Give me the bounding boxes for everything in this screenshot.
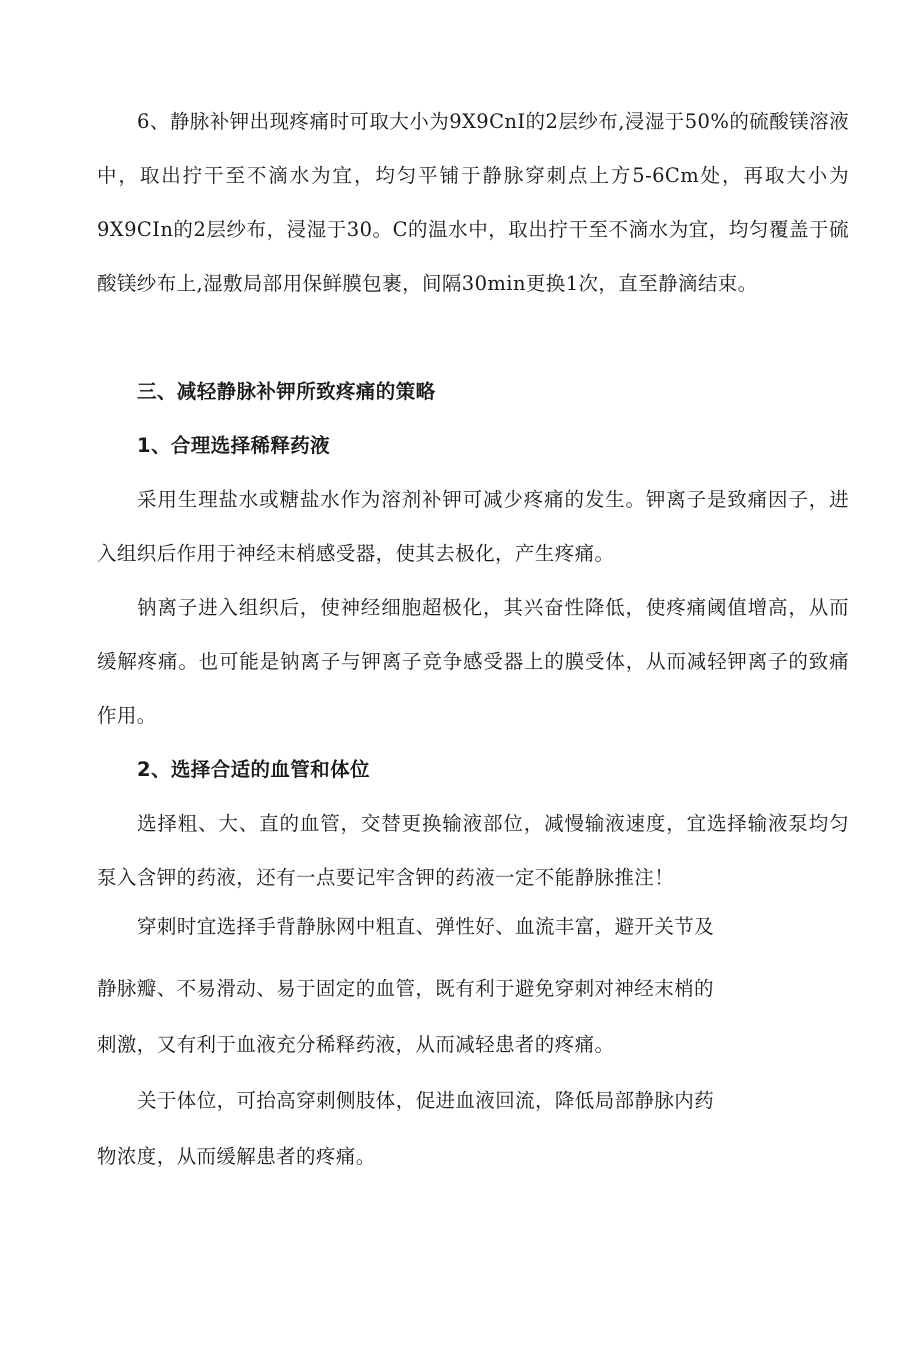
paragraph-sodium-ion: 钠离子进入组织后，使神经细胞超极化，其兴奋性降低，使疼痛阈值增高，从而缓解疼痛。也可能是钠离子与钾离子竞争感受器上的膜受体，从而减轻钾离子的致痛作用。	[97, 596, 849, 727]
paragraph-puncture-line-2: 静脉瓣、不易滑动、易于固定的血管，既有利于避免穿刺对神经末梢的	[97, 977, 714, 1000]
paragraph-posture-line-2: 物浓度，从而缓解患者的疼痛。	[97, 1145, 376, 1168]
paragraph-puncture-line-1: 穿刺时宜选择手背静脉网中粗直、弹性好、血流丰富，避开关节及	[137, 915, 715, 938]
paragraph-solvent: 采用生理盐水或糖盐水作为溶剂补钾可减少疼痛的发生。钾离子是致痛因子，进入组织后作用于神经末梢感受器，使其去极化，产生疼痛。	[97, 488, 849, 565]
paragraph-puncture-line-3: 刺激，又有利于血液充分稀释药液，从而减轻患者的疼痛。	[97, 1033, 615, 1056]
subheading-dilution: 1、合理选择稀释药液	[137, 434, 331, 457]
paragraph-vessel-choice: 选择粗、大、直的血管，交替更换输液部位，减慢输液速度，宜选择输液泵均匀泵入含钾的药液，还有一点要记牢含钾的药液一定不能静脉推注！	[97, 812, 849, 889]
paragraph-compress-method: 6、静脉补钾出现疼痛时可取大小为9X9CnI的2层纱布,浸湿于50%的硫酸镁溶液中，取出拧干至不滴水为宜，均匀平铺于静脉穿刺点上方5-6Cm处，再取大小为9X9CIn的2层纱布，浸湿于30。C的温水中，取出拧干至不滴水为宜，均匀覆盖于硫酸镁纱布上,湿敷局部用保鲜膜包裹，间隔30min更换1次，直至静滴结束。	[97, 110, 849, 295]
paragraph-posture-line-1: 关于体位，可抬高穿刺侧肢体，促进血液回流，降低局部静脉内药	[137, 1089, 715, 1112]
section-heading-strategies: 三、减轻静脉补钾所致疼痛的策略	[137, 380, 436, 403]
subheading-vessel-position: 2、选择合适的血管和体位	[137, 758, 370, 781]
